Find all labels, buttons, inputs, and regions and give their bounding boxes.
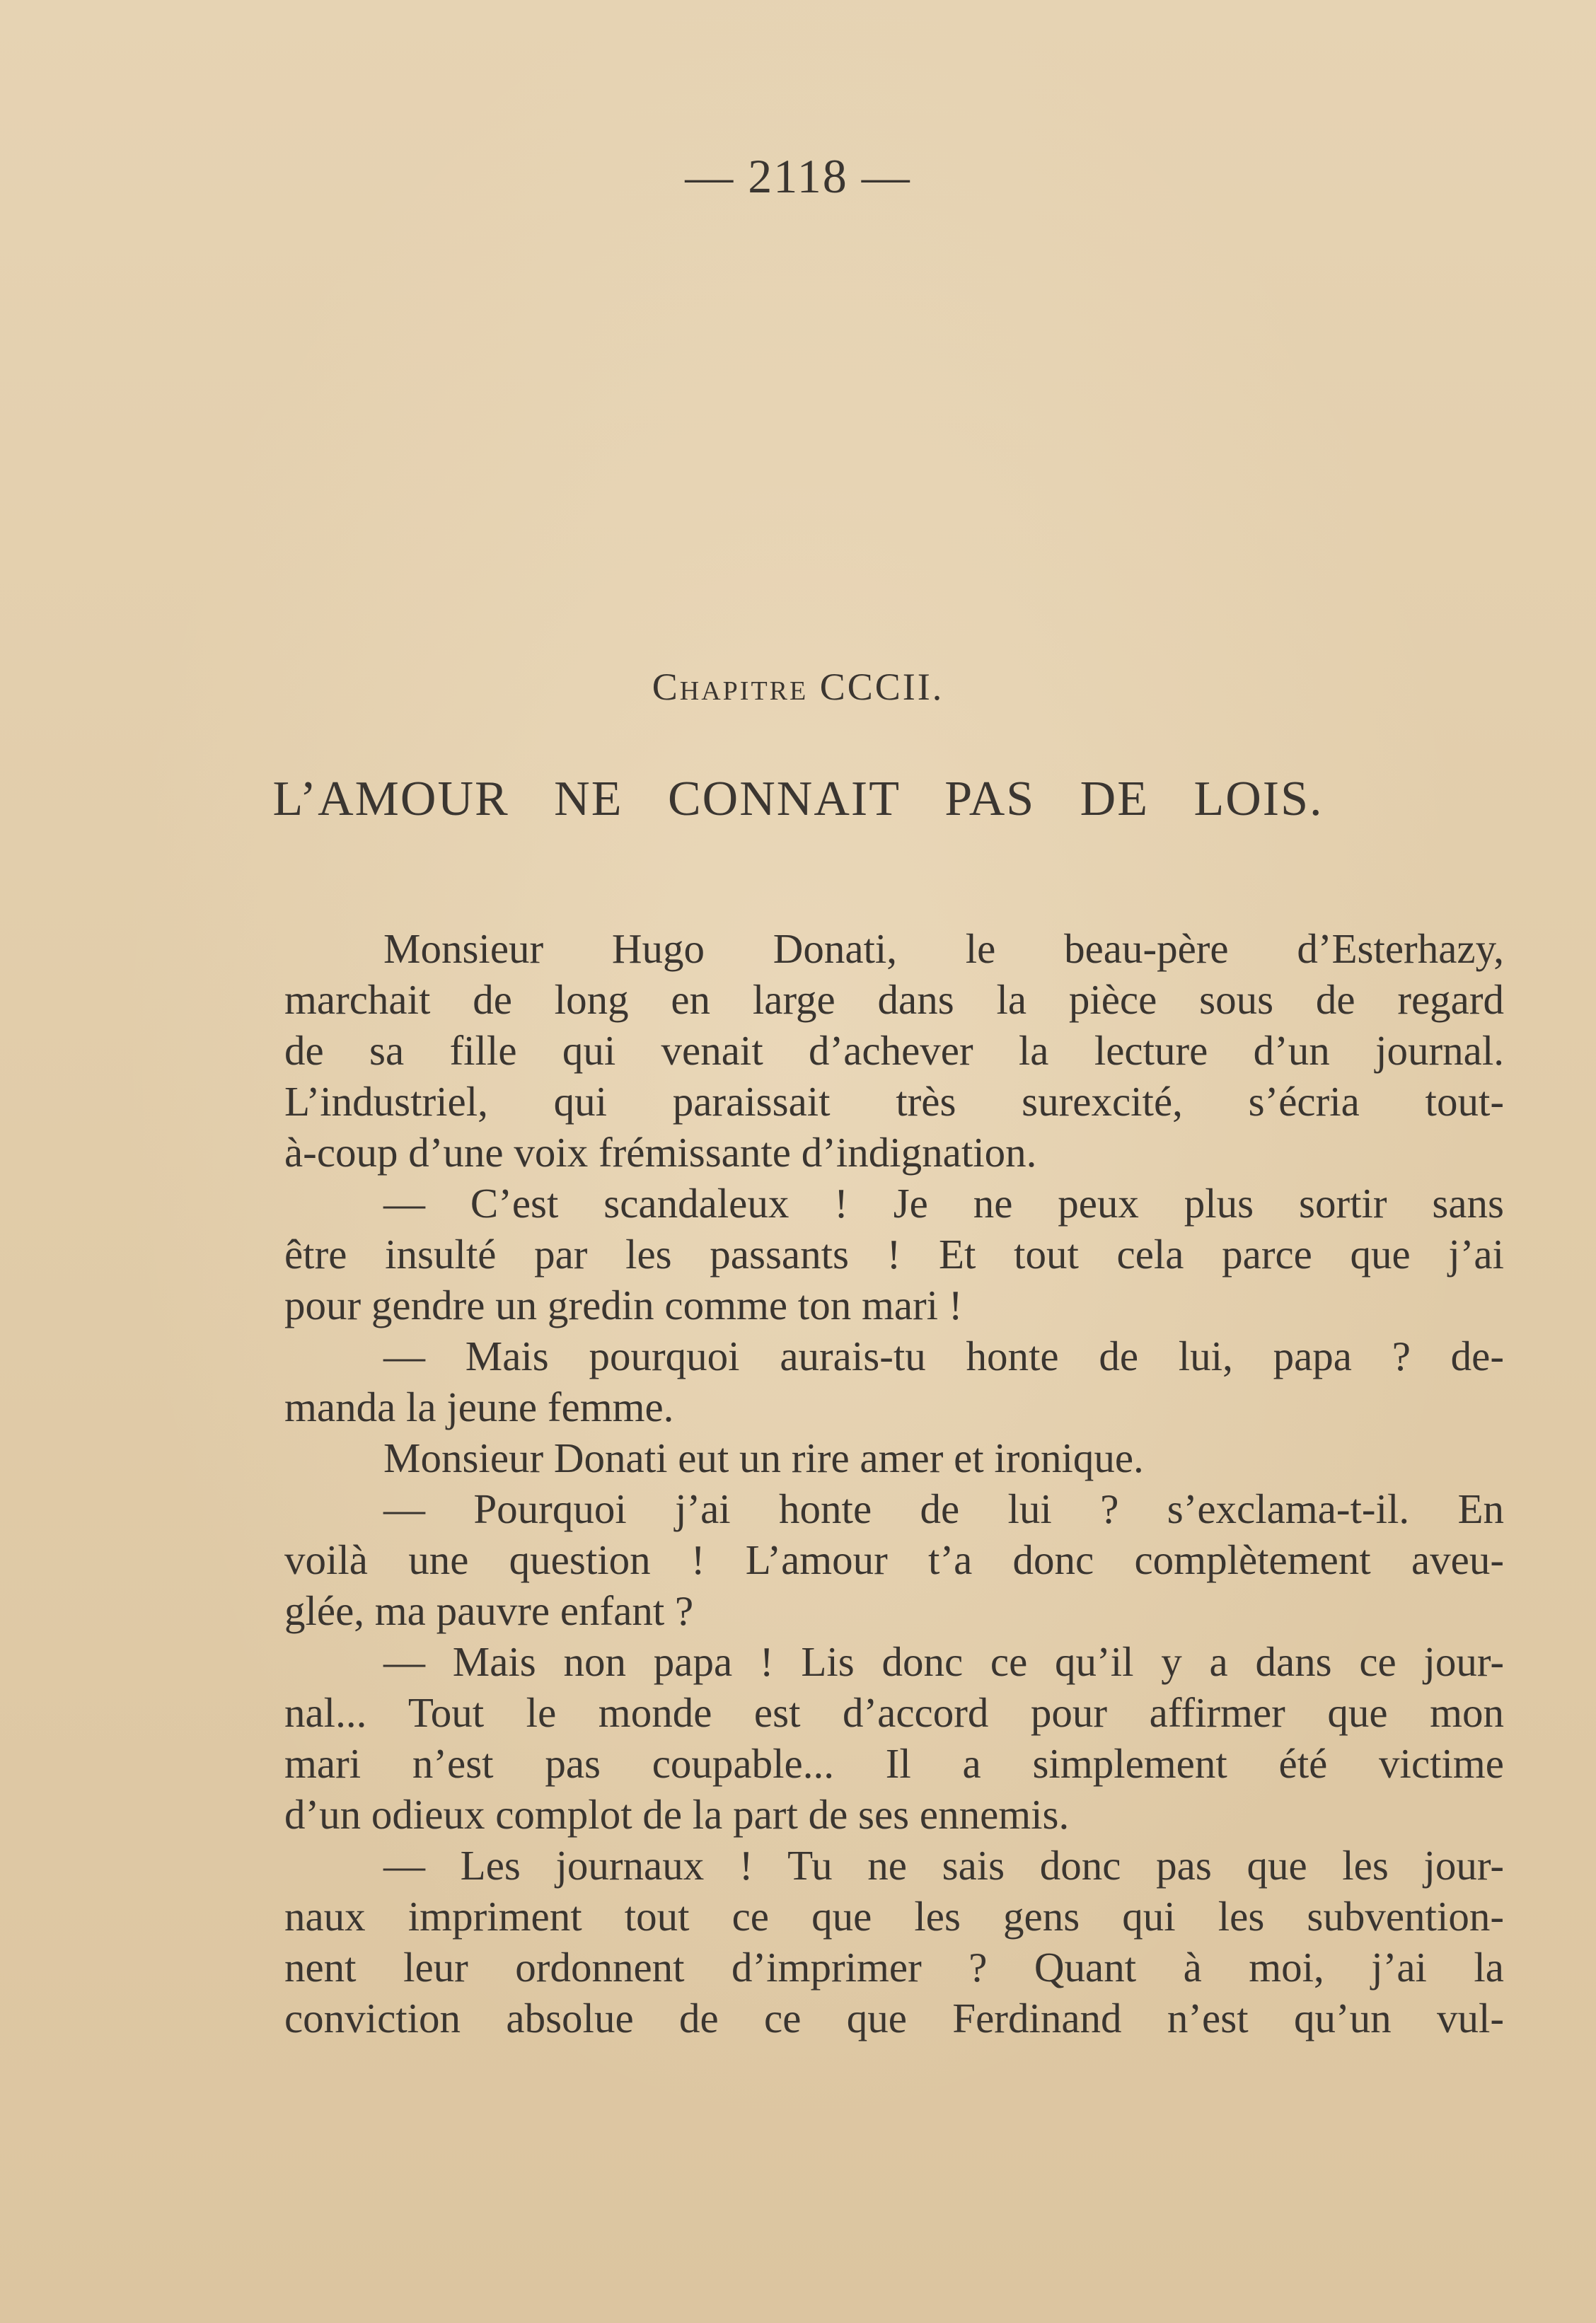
text-line: être insulté par les passants ! Et tout cela parce que j’ai	[284, 1231, 1504, 1278]
chapter-title: L’AMOUR NE CONNAIT PAS DE LOIS.	[272, 772, 1324, 826]
text-line: Monsieur Hugo Donati, le beau-père d’Esterhazy,	[383, 925, 1504, 972]
text-line: marchait de long en large dans la pièce sous de regard	[284, 976, 1504, 1023]
text-line: de sa fille qui venait d’achever la lecture d’un journal.	[284, 1027, 1504, 1074]
text-line: nent leur ordonnent d’imprimer ? Quant à moi, j’ai la	[284, 1944, 1504, 1991]
text-line: — Pourquoi j’ai honte de lui ? s’exclama-t-il. En	[383, 1485, 1504, 1532]
text-line: pour gendre un gredin comme ton mari !	[284, 1282, 963, 1328]
text-line: naux impriment tout ce que les gens qui les subvention-	[284, 1893, 1504, 1940]
text-line: à-coup d’une voix frémissante d’indignation.	[284, 1129, 1037, 1176]
text-line: mari n’est pas coupable... Il a simplement été victime	[284, 1740, 1504, 1787]
text-line: manda la jeune femme.	[284, 1384, 674, 1430]
text-line: — Mais pourquoi aurais-tu honte de lui, papa ? de-	[383, 1333, 1504, 1379]
text-line: — Mais non papa ! Lis donc ce qu’il y a dans ce jour-	[383, 1638, 1504, 1685]
page-number: — 2118 —	[685, 149, 911, 203]
text-line: d’un odieux complot de la part de ses ennemis.	[284, 1791, 1070, 1838]
chapter-heading: Chapitre CCCII.	[652, 666, 944, 708]
text-line: voilà une question ! L’amour t’a donc complètement aveu-	[284, 1536, 1504, 1583]
body-text	[284, 923, 1504, 2044]
text-line: L’industriel, qui paraissait très surexcité, s’écria tout-	[284, 1078, 1504, 1125]
text-line: — C’est scandaleux ! Je ne peux plus sortir sans	[383, 1180, 1504, 1227]
text-line: glée, ma pauvre enfant ?	[284, 1587, 694, 1634]
text-line: Monsieur Donati eut un rire amer et ironique.	[383, 1435, 1144, 1481]
text-line: nal... Tout le monde est d’accord pour affirmer que mon	[284, 1689, 1504, 1736]
text-line: — Les journaux ! Tu ne sais donc pas que les jour-	[383, 1842, 1504, 1889]
text-line: conviction absolue de ce que Ferdinand n’est qu’un vul-	[284, 1995, 1504, 2041]
